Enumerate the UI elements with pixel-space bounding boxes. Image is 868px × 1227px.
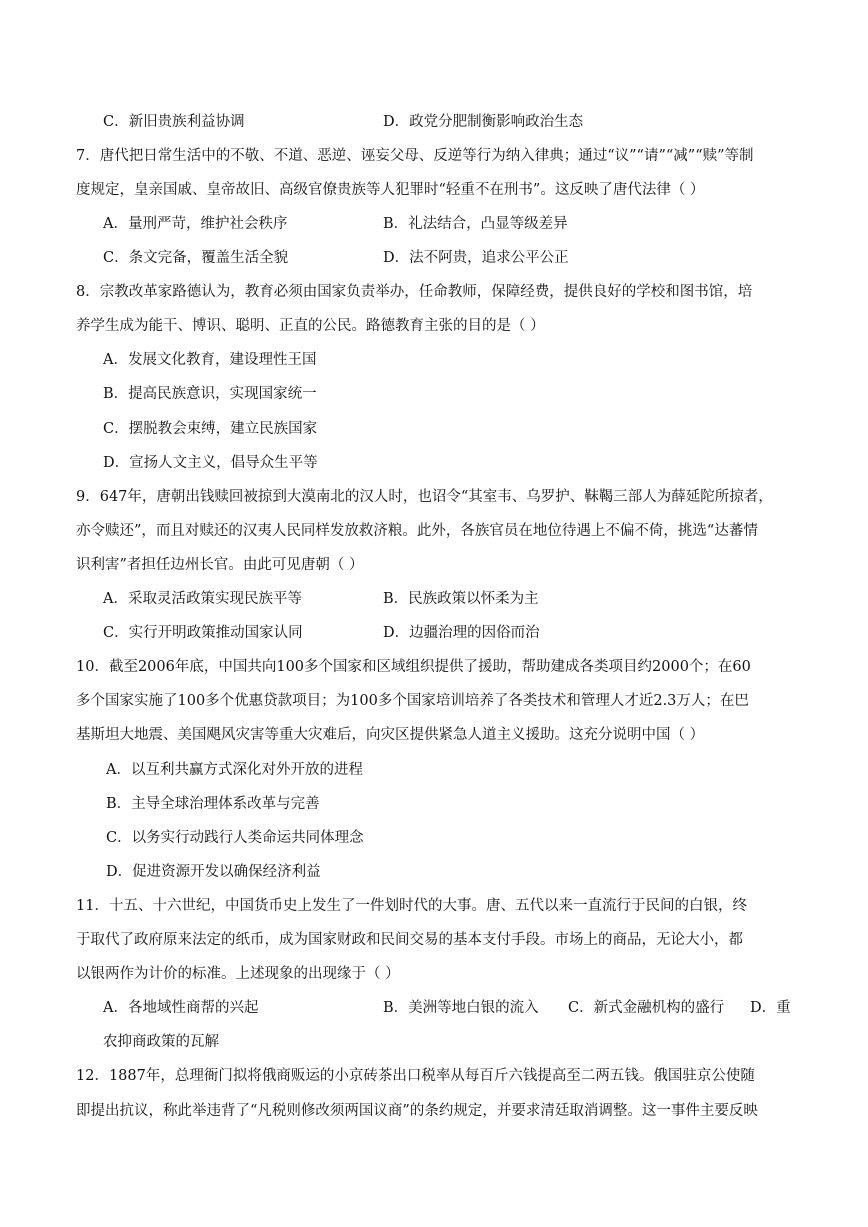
q7-option-a: A．量刑严苛，维护社会秩序 (103, 216, 288, 232)
q7-option-b: B．礼法结合，凸显等级差异 (383, 216, 568, 232)
q11-option-c: C．新式金融机构的盛行 (568, 1000, 725, 1016)
q8-option-d: D．宣扬人文主义，倡导众生平等 (103, 455, 318, 471)
q9-option-a: A．采取灵活政策实现民族平等 (103, 591, 302, 607)
q12-stem-line-1: 12．1887年，总理衙门拟将俄商贩运的小京砖茶出口税率从每百斤六钱提高至二两五钱。俄国驻京公使随 (76, 1068, 755, 1084)
q8-option-a: A．发展文化教育，建设理性王国 (103, 352, 317, 368)
q11-option-d-tail: 农抑商政策的瓦解 (103, 1034, 219, 1050)
q9-stem-line-3: 识利害”者担任边州长官。由此可见唐朝（ ） (76, 557, 364, 573)
q11-stem-line-1: 11．十五、十六世纪，中国货币史上发生了一件划时代的大事。唐、五代以来一直流行于民间的白银，终 (76, 898, 747, 914)
q9-option-d: D．边疆治理的因俗而治 (383, 625, 540, 641)
q7-option-d: D．法不阿贵，追求公平公正 (383, 250, 569, 266)
q8-option-c: C．摆脱教会束缚，建立民族国家 (103, 421, 318, 437)
q9-stem-line-1: 9．647年，唐朝出钱赎回被掠到大漠南北的汉人时，也诏令“其室韦、乌罗护、靺鞨三部人为薛延陀所掠者， (76, 489, 773, 505)
q10-option-d: D．促进资源开发以确保经济利益 (106, 864, 321, 880)
q7-stem-line-2: 度规定，皇亲国戚、皇帝故旧、高级官僚贵族等人犯罪时“轻重不在刑书”。这反映了唐代法律（ ） (76, 182, 705, 198)
q10-option-c: C．以务实行动践行人类命运共同体理念 (106, 830, 364, 846)
q10-stem-line-3: 基斯坦大地震、美国飓风灾害等重大灾难后，向灾区提供紧急人道主义援助。这充分说明中国（ ） (76, 727, 705, 743)
q6-option-d: D．政党分肥制衡影响政治生态 (383, 114, 584, 130)
q9-stem-line-2: 亦令赎还”，而且对赎还的汉夷人民同样发放救济粮。此外，各族官员在地位待遇上不偏不倚，挑选“达蕃情 (76, 523, 758, 539)
q11-option-a: A．各地域性商帮的兴起 (103, 1000, 259, 1016)
q11-option-b: B．美洲等地白银的流入 (383, 1000, 539, 1016)
q11-stem-line-3: 以银两作为计价的标准。上述现象的出现缘于（ ） (76, 966, 400, 982)
q8-stem-line-2: 养学生成为能干、博识、聪明、正直的公民。路德教育主张的目的是（ ） (76, 318, 545, 334)
q11-stem-line-2: 于取代了政府原来法定的纸币，成为国家财政和民间交易的基本支付手段。市场上的商品，无论大小，都 (76, 932, 743, 948)
q7-option-c: C．条文完备，覆盖生活全貌 (103, 250, 289, 266)
q10-option-a: A．以互利共赢方式深化对外开放的进程 (106, 762, 363, 778)
q10-stem-line-1: 10．截至2006年底，中国共向100多个国家和区域组织提供了援助，帮助建成各类项目约2000个；在60 (76, 659, 751, 675)
q8-stem-line-1: 8．宗教改革家路德认为，教育必须由国家负责举办，任命教师，保障经费，提供良好的学校和图书馆，培 (76, 284, 753, 300)
q10-option-b: B．主导全球治理体系改革与完善 (106, 796, 320, 812)
q10-stem-line-2: 多个国家实施了100多个优惠贷款项目；为100多个国家培训培养了各类技术和管理人才近2.3万人；在巴 (76, 693, 749, 709)
q9-option-c: C．实行开明政策推动国家认同 (103, 625, 303, 641)
q8-option-b: B．提高民族意识，实现国家统一 (103, 386, 317, 402)
q12-stem-line-2: 即提出抗议，称此举违背了“凡税则修改须两国议商”的条约规定，并要求清廷取消调整。这一事件主要反映 (76, 1103, 758, 1119)
q11-option-d-head: D．重 (750, 1000, 791, 1016)
q6-option-c: C．新旧贵族利益协调 (103, 114, 245, 130)
q7-stem-line-1: 7．唐代把日常生活中的不敬、不道、恶逆、诬妄父母、反逆等行为纳入律典；通过“议”“请”“减”“赎”等制 (76, 148, 754, 164)
q9-option-b: B．民族政策以怀柔为主 (383, 591, 539, 607)
